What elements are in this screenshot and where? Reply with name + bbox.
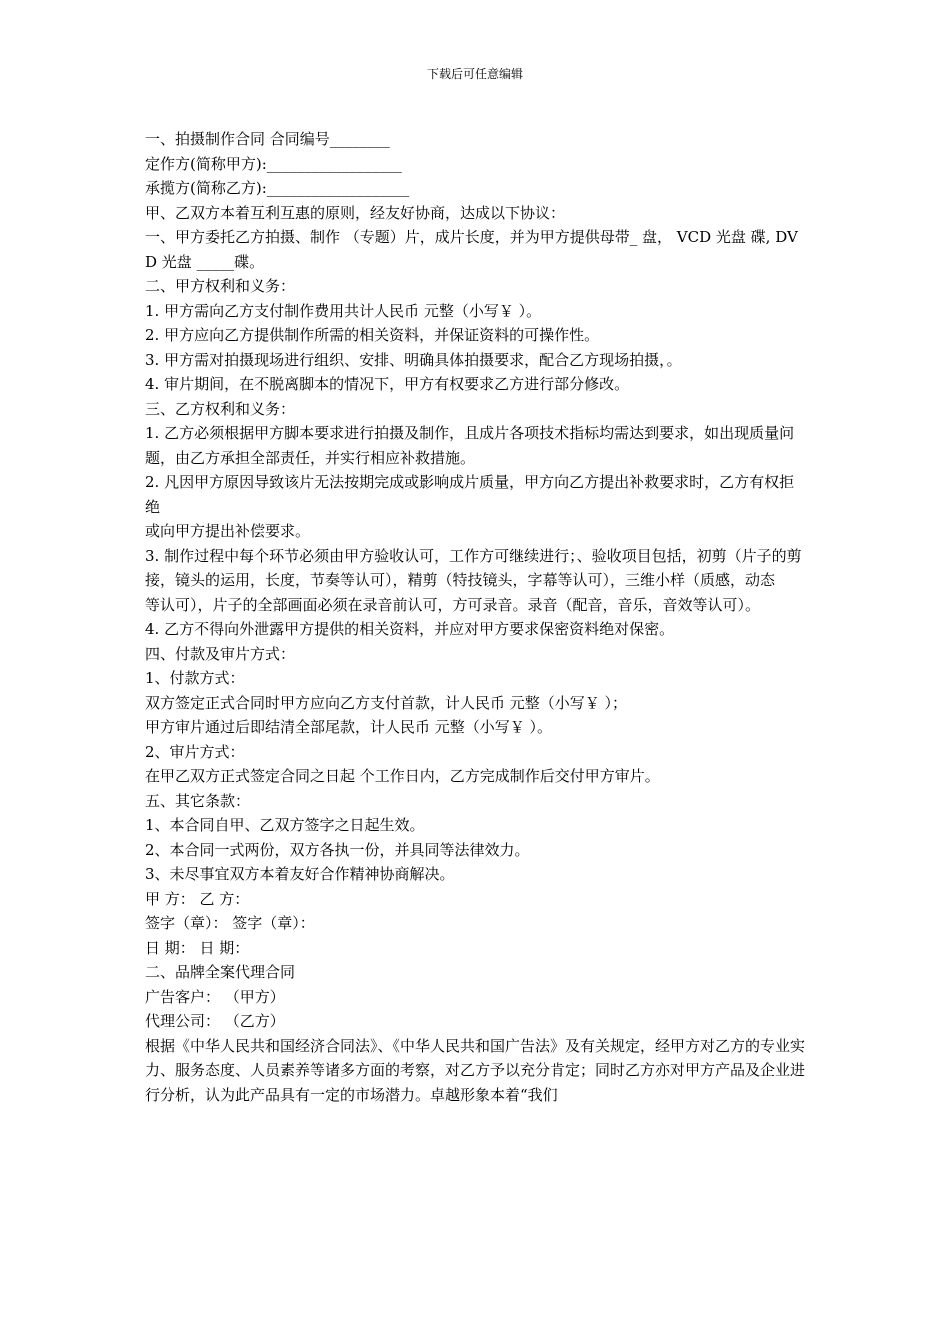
section-heading: 四、付款及审片方式： (145, 644, 296, 663)
contract-title-line: 二、品牌全案代理合同 (145, 963, 296, 981)
clause-line: 在甲乙双方正式签定合同之日起 个工作日内，乙方完成制作后交付甲方审片。 (145, 767, 660, 785)
clause-1-line: 一、甲方委托乙方拍摄、制作 （专题）片，成片长度，并为甲方提供母带_ 盘， VCD 光盘 碟, DVD 光盘 _____碟。 (145, 228, 798, 271)
signature-parties-line: 甲 方： 乙 方： (145, 889, 250, 908)
document-body (145, 127, 807, 1107)
clause-line: 题，由乙方承担全部责任，并实行相应补救措施。 (145, 448, 476, 467)
page-header: 下载后可任意编辑 (426, 67, 523, 81)
clause-line: 1. 甲方需向乙方支付制作费用共计人民币 元整（小写￥ ）。 (145, 301, 542, 320)
clause-line: 3、未尽事宜双方本着友好合作精神协商解决。 (145, 865, 455, 883)
party-b-line: 承揽方(简称乙方):___________________ (145, 179, 410, 197)
clause-line: 3. 制作过程中每个环节必须由甲方验收认可，工作方可继续进行；、验收项目包括，初剪（片子的剪 (145, 546, 802, 565)
section-heading: 五、其它条款： (145, 791, 251, 810)
clause-line: 双方签定正式合同时甲方应向乙方支付首款，计人民币 元整（小写￥ ）； (145, 693, 628, 712)
clause-line: 2. 凡因甲方原因导致该片无法按期完成或影响成片质量，甲方向乙方提出补救要求时，乙方有权拒绝 (145, 473, 795, 516)
clause-line: 接，镜头的运用，长度，节奏等认可），精剪（特技镜头，字幕等认可），三维小样（质感，动态 (145, 571, 776, 589)
clause-line: 或向甲方提出补偿要求。 (145, 522, 311, 540)
clause-line: 2. 甲方应向乙方提供制作所需的相关资料，并保证资料的可操作性。 (145, 326, 600, 344)
contract-title-line: 一、拍摄制作合同 合同编号________ (145, 130, 390, 148)
clause-line: 甲方审片通过后即结清全部尾款，计人民币 元整（小写￥ ）。 (145, 718, 553, 736)
clause-line: 等认可），片子的全部画面必须在录音前认可，方可录音。录音（配音，音乐，音效等认可）。 (145, 595, 761, 614)
clause-line: 3. 甲方需对拍摄现场进行组织、安排、明确具体拍摄要求，配合乙方现场拍摄，。 (145, 350, 682, 369)
section-heading: 二、甲方权利和义务： (145, 277, 296, 295)
client-line: 广告客户： （甲方） (145, 987, 285, 1006)
signature-seal-line: 签字（章）： 签字（章）： (145, 914, 315, 932)
clause-line: 1. 乙方必须根据甲方脚本要求进行拍摄及制作，且成片各项技术指标均需达到要求，如出现质量问 (145, 424, 795, 442)
subsection-heading: 1、付款方式： (145, 669, 245, 687)
agency-line: 代理公司： （乙方） (145, 1012, 285, 1030)
clause-line: 4. 乙方不得向外泄露甲方提供的相关资料，并应对甲方要求保密资料绝对保密。 (145, 620, 675, 638)
intro-line: 甲、乙双方本着互利互惠的原则，经友好协商，达成以下协议： (145, 203, 566, 222)
section-heading: 三、乙方权利和义务： (145, 399, 296, 418)
clause-line: 4. 审片期间，在不脱离脚本的情况下，甲方有权要求乙方进行部分修改。 (145, 375, 630, 393)
preamble-paragraph: 根据《中华人民共和国经济合同法》、《中华人民共和国广告法》及有关规定，经甲方对乙方的专业实力、服务态度、人员素养等诸多方面的考察，对乙方予以充分肯定；同时乙方亦对甲方产品及企业进行分析，认为此产品具有一定的市场潜力。卓越形象本着“我们 (145, 1036, 806, 1104)
clause-line: 2、本合同一式两份，双方各执一份，并具同等法律效力。 (145, 840, 530, 859)
subsection-heading: 2、审片方式： (145, 742, 245, 761)
signature-date-line: 日 期： 日 期： (145, 938, 250, 957)
party-a-line: 定作方(简称甲方):__________________ (145, 154, 402, 173)
clause-line: 1、本合同自甲、乙双方签字之日起生效。 (145, 816, 425, 834)
